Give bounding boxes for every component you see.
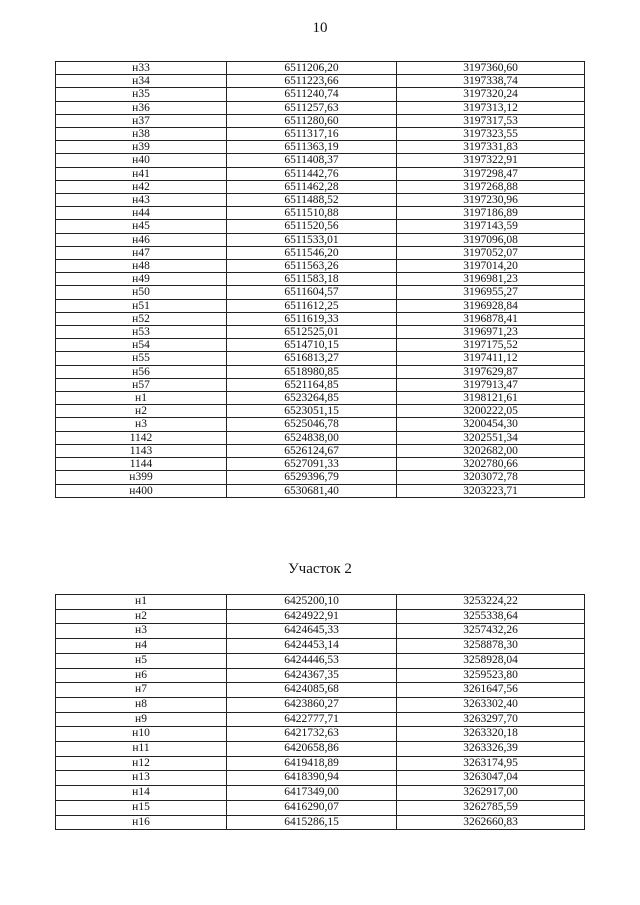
x-coordinate: 6511363,19 bbox=[227, 141, 397, 154]
point-label: н53 bbox=[56, 326, 227, 339]
table-row bbox=[56, 756, 585, 771]
x-coordinate: 6511280,60 bbox=[227, 114, 397, 127]
table-row bbox=[56, 624, 585, 639]
y-coordinate: 3203223,71 bbox=[397, 484, 585, 497]
point-label: н400 bbox=[56, 484, 227, 497]
table-row bbox=[56, 154, 585, 167]
table-row bbox=[56, 742, 585, 757]
point-label: н43 bbox=[56, 194, 227, 207]
y-coordinate: 3196971,23 bbox=[397, 326, 585, 339]
x-coordinate: 6525046,78 bbox=[227, 418, 397, 431]
y-coordinate: 3200222,05 bbox=[397, 405, 585, 418]
table-row bbox=[56, 246, 585, 259]
table-row bbox=[56, 167, 585, 180]
x-coordinate: 6417349,00 bbox=[227, 786, 397, 801]
table-row bbox=[56, 697, 585, 712]
y-coordinate: 3257432,26 bbox=[397, 624, 585, 639]
page-number: 10 bbox=[312, 20, 328, 36]
y-coordinate: 3200454,30 bbox=[397, 418, 585, 431]
table-row bbox=[56, 786, 585, 801]
point-label: н50 bbox=[56, 286, 227, 299]
y-coordinate: 3263302,40 bbox=[397, 697, 585, 712]
table-row bbox=[56, 800, 585, 815]
y-coordinate: 3263326,39 bbox=[397, 742, 585, 757]
y-coordinate: 3197268,88 bbox=[397, 180, 585, 193]
table-row bbox=[56, 431, 585, 444]
y-coordinate: 3263047,04 bbox=[397, 771, 585, 786]
y-coordinate: 3196955,27 bbox=[397, 286, 585, 299]
table-row bbox=[56, 194, 585, 207]
y-coordinate: 3258878,30 bbox=[397, 639, 585, 654]
y-coordinate: 3197230,96 bbox=[397, 194, 585, 207]
y-coordinate: 3197143,59 bbox=[397, 220, 585, 233]
x-coordinate: 6529396,79 bbox=[227, 471, 397, 484]
table-row bbox=[56, 392, 585, 405]
table-row bbox=[56, 444, 585, 457]
y-coordinate: 3262660,83 bbox=[397, 815, 585, 830]
table-row bbox=[56, 312, 585, 325]
y-coordinate: 3198121,61 bbox=[397, 392, 585, 405]
y-coordinate: 3197411,12 bbox=[397, 352, 585, 365]
point-label: н38 bbox=[56, 128, 227, 141]
y-coordinate: 3202551,34 bbox=[397, 431, 585, 444]
y-coordinate: 3197014,20 bbox=[397, 260, 585, 273]
point-label: н3 bbox=[56, 624, 227, 639]
table-row bbox=[56, 365, 585, 378]
table-row bbox=[56, 286, 585, 299]
table-row bbox=[56, 815, 585, 830]
y-coordinate: 3197313,12 bbox=[397, 101, 585, 114]
point-label: н36 bbox=[56, 101, 227, 114]
table-row bbox=[56, 141, 585, 154]
table-row bbox=[56, 128, 585, 141]
x-coordinate: 6523051,15 bbox=[227, 405, 397, 418]
point-label: н6 bbox=[56, 668, 227, 683]
table-row bbox=[56, 668, 585, 683]
y-coordinate: 3197629,87 bbox=[397, 365, 585, 378]
point-label: 1144 bbox=[56, 458, 227, 471]
y-coordinate: 3196981,23 bbox=[397, 273, 585, 286]
table-row bbox=[56, 639, 585, 654]
point-label: н15 bbox=[56, 800, 227, 815]
point-label: 1142 bbox=[56, 431, 227, 444]
table-row bbox=[56, 299, 585, 312]
table-row bbox=[56, 484, 585, 497]
y-coordinate: 3197360,60 bbox=[397, 62, 585, 75]
x-coordinate: 6516813,27 bbox=[227, 352, 397, 365]
y-coordinate: 3262917,00 bbox=[397, 786, 585, 801]
x-coordinate: 6415286,15 bbox=[227, 815, 397, 830]
table-row bbox=[56, 114, 585, 127]
table-row bbox=[56, 771, 585, 786]
table-row bbox=[56, 609, 585, 624]
table-row bbox=[56, 260, 585, 273]
point-label: н10 bbox=[56, 727, 227, 742]
point-label: н56 bbox=[56, 365, 227, 378]
y-coordinate: 3261647,56 bbox=[397, 683, 585, 698]
point-label: н48 bbox=[56, 260, 227, 273]
x-coordinate: 6511317,16 bbox=[227, 128, 397, 141]
table-row bbox=[56, 326, 585, 339]
table-row bbox=[56, 273, 585, 286]
point-label: н12 bbox=[56, 756, 227, 771]
x-coordinate: 6518980,85 bbox=[227, 365, 397, 378]
table-row bbox=[56, 352, 585, 365]
point-label: н49 bbox=[56, 273, 227, 286]
y-coordinate: 3197322,91 bbox=[397, 154, 585, 167]
y-coordinate: 3197052,07 bbox=[397, 246, 585, 259]
point-label: н5 bbox=[56, 653, 227, 668]
x-coordinate: 6511488,52 bbox=[227, 194, 397, 207]
x-coordinate: 6420658,86 bbox=[227, 742, 397, 757]
table-row bbox=[56, 207, 585, 220]
point-label: н46 bbox=[56, 233, 227, 246]
y-coordinate: 3197175,52 bbox=[397, 339, 585, 352]
table-row bbox=[56, 405, 585, 418]
y-coordinate: 3253224,22 bbox=[397, 595, 585, 610]
table-row bbox=[56, 712, 585, 727]
y-coordinate: 3263320,18 bbox=[397, 727, 585, 742]
x-coordinate: 6511462,28 bbox=[227, 180, 397, 193]
table-row bbox=[56, 683, 585, 698]
point-label: н2 bbox=[56, 609, 227, 624]
x-coordinate: 6424085,68 bbox=[227, 683, 397, 698]
x-coordinate: 6511510,88 bbox=[227, 207, 397, 220]
table-row bbox=[56, 458, 585, 471]
point-label: н7 bbox=[56, 683, 227, 698]
table-row bbox=[56, 75, 585, 88]
table-row bbox=[56, 595, 585, 610]
point-label: н3 bbox=[56, 418, 227, 431]
table-row bbox=[56, 88, 585, 101]
x-coordinate: 6511533,01 bbox=[227, 233, 397, 246]
table-row bbox=[56, 233, 585, 246]
x-coordinate: 6421732,63 bbox=[227, 727, 397, 742]
x-coordinate: 6511520,56 bbox=[227, 220, 397, 233]
point-label: н1 bbox=[56, 595, 227, 610]
x-coordinate: 6514710,15 bbox=[227, 339, 397, 352]
point-label: н57 bbox=[56, 378, 227, 391]
x-coordinate: 6511563,26 bbox=[227, 260, 397, 273]
x-coordinate: 6424453,14 bbox=[227, 639, 397, 654]
x-coordinate: 6511223,66 bbox=[227, 75, 397, 88]
table-row bbox=[56, 62, 585, 75]
table-row bbox=[56, 220, 585, 233]
x-coordinate: 6511583,18 bbox=[227, 273, 397, 286]
y-coordinate: 3197323,55 bbox=[397, 128, 585, 141]
point-label: н44 bbox=[56, 207, 227, 220]
point-label: н8 bbox=[56, 697, 227, 712]
y-coordinate: 3263174,95 bbox=[397, 756, 585, 771]
x-coordinate: 6424367,35 bbox=[227, 668, 397, 683]
y-coordinate: 3197320,24 bbox=[397, 88, 585, 101]
coordinates-table-section-2 bbox=[55, 594, 585, 830]
y-coordinate: 3197298,47 bbox=[397, 167, 585, 180]
point-label: н45 bbox=[56, 220, 227, 233]
x-coordinate: 6418390,94 bbox=[227, 771, 397, 786]
x-coordinate: 6512525,01 bbox=[227, 326, 397, 339]
x-coordinate: 6422777,71 bbox=[227, 712, 397, 727]
y-coordinate: 3197331,83 bbox=[397, 141, 585, 154]
x-coordinate: 6425200,10 bbox=[227, 595, 397, 610]
point-label: н37 bbox=[56, 114, 227, 127]
y-coordinate: 3196878,41 bbox=[397, 312, 585, 325]
table-row bbox=[56, 653, 585, 668]
x-coordinate: 6511240,74 bbox=[227, 88, 397, 101]
coordinates-table bbox=[55, 61, 585, 498]
point-label: н39 bbox=[56, 141, 227, 154]
x-coordinate: 6511619,33 bbox=[227, 312, 397, 325]
x-coordinate: 6524838,00 bbox=[227, 431, 397, 444]
point-label: н4 bbox=[56, 639, 227, 654]
point-label: н42 bbox=[56, 180, 227, 193]
x-coordinate: 6526124,67 bbox=[227, 444, 397, 457]
point-label: н14 bbox=[56, 786, 227, 801]
y-coordinate: 3202780,66 bbox=[397, 458, 585, 471]
y-coordinate: 3202682,00 bbox=[397, 444, 585, 457]
x-coordinate: 6511257,63 bbox=[227, 101, 397, 114]
point-label: н1 bbox=[56, 392, 227, 405]
table-row bbox=[56, 727, 585, 742]
y-coordinate: 3255338,64 bbox=[397, 609, 585, 624]
x-coordinate: 6424645,33 bbox=[227, 624, 397, 639]
y-coordinate: 3263297,70 bbox=[397, 712, 585, 727]
y-coordinate: 3258928,04 bbox=[397, 653, 585, 668]
point-label: н33 bbox=[56, 62, 227, 75]
x-coordinate: 6424922,91 bbox=[227, 609, 397, 624]
point-label: н54 bbox=[56, 339, 227, 352]
x-coordinate: 6521164,85 bbox=[227, 378, 397, 391]
y-coordinate: 3197317,53 bbox=[397, 114, 585, 127]
point-label: н399 bbox=[56, 471, 227, 484]
table-row bbox=[56, 180, 585, 193]
x-coordinate: 6423860,27 bbox=[227, 697, 397, 712]
y-coordinate: 3259523,80 bbox=[397, 668, 585, 683]
x-coordinate: 6511604,57 bbox=[227, 286, 397, 299]
table-row bbox=[56, 339, 585, 352]
y-coordinate: 3197096,08 bbox=[397, 233, 585, 246]
point-label: н47 bbox=[56, 246, 227, 259]
table-row bbox=[56, 471, 585, 484]
x-coordinate: 6424446,53 bbox=[227, 653, 397, 668]
y-coordinate: 3197338,74 bbox=[397, 75, 585, 88]
x-coordinate: 6416290,07 bbox=[227, 800, 397, 815]
x-coordinate: 6511442,76 bbox=[227, 167, 397, 180]
point-label: н9 bbox=[56, 712, 227, 727]
y-coordinate: 3203072,78 bbox=[397, 471, 585, 484]
y-coordinate: 3196928,84 bbox=[397, 299, 585, 312]
x-coordinate: 6530681,40 bbox=[227, 484, 397, 497]
point-label: 1143 bbox=[56, 444, 227, 457]
table-row bbox=[56, 418, 585, 431]
x-coordinate: 6419418,89 bbox=[227, 756, 397, 771]
point-label: н51 bbox=[56, 299, 227, 312]
x-coordinate: 6511612,25 bbox=[227, 299, 397, 312]
point-label: н41 bbox=[56, 167, 227, 180]
y-coordinate: 3197913,47 bbox=[397, 378, 585, 391]
point-label: н35 bbox=[56, 88, 227, 101]
point-label: н40 bbox=[56, 154, 227, 167]
x-coordinate: 6527091,33 bbox=[227, 458, 397, 471]
x-coordinate: 6511408,37 bbox=[227, 154, 397, 167]
point-label: н2 bbox=[56, 405, 227, 418]
point-label: н13 bbox=[56, 771, 227, 786]
point-label: н34 bbox=[56, 75, 227, 88]
section-heading: Участок 2 bbox=[288, 561, 352, 577]
table-row bbox=[56, 101, 585, 114]
point-label: н16 bbox=[56, 815, 227, 830]
point-label: н52 bbox=[56, 312, 227, 325]
x-coordinate: 6511546,20 bbox=[227, 246, 397, 259]
x-coordinate: 6523264,85 bbox=[227, 392, 397, 405]
x-coordinate: 6511206,20 bbox=[227, 62, 397, 75]
y-coordinate: 3197186,89 bbox=[397, 207, 585, 220]
point-label: н55 bbox=[56, 352, 227, 365]
table-row bbox=[56, 378, 585, 391]
point-label: н11 bbox=[56, 742, 227, 757]
y-coordinate: 3262785,59 bbox=[397, 800, 585, 815]
